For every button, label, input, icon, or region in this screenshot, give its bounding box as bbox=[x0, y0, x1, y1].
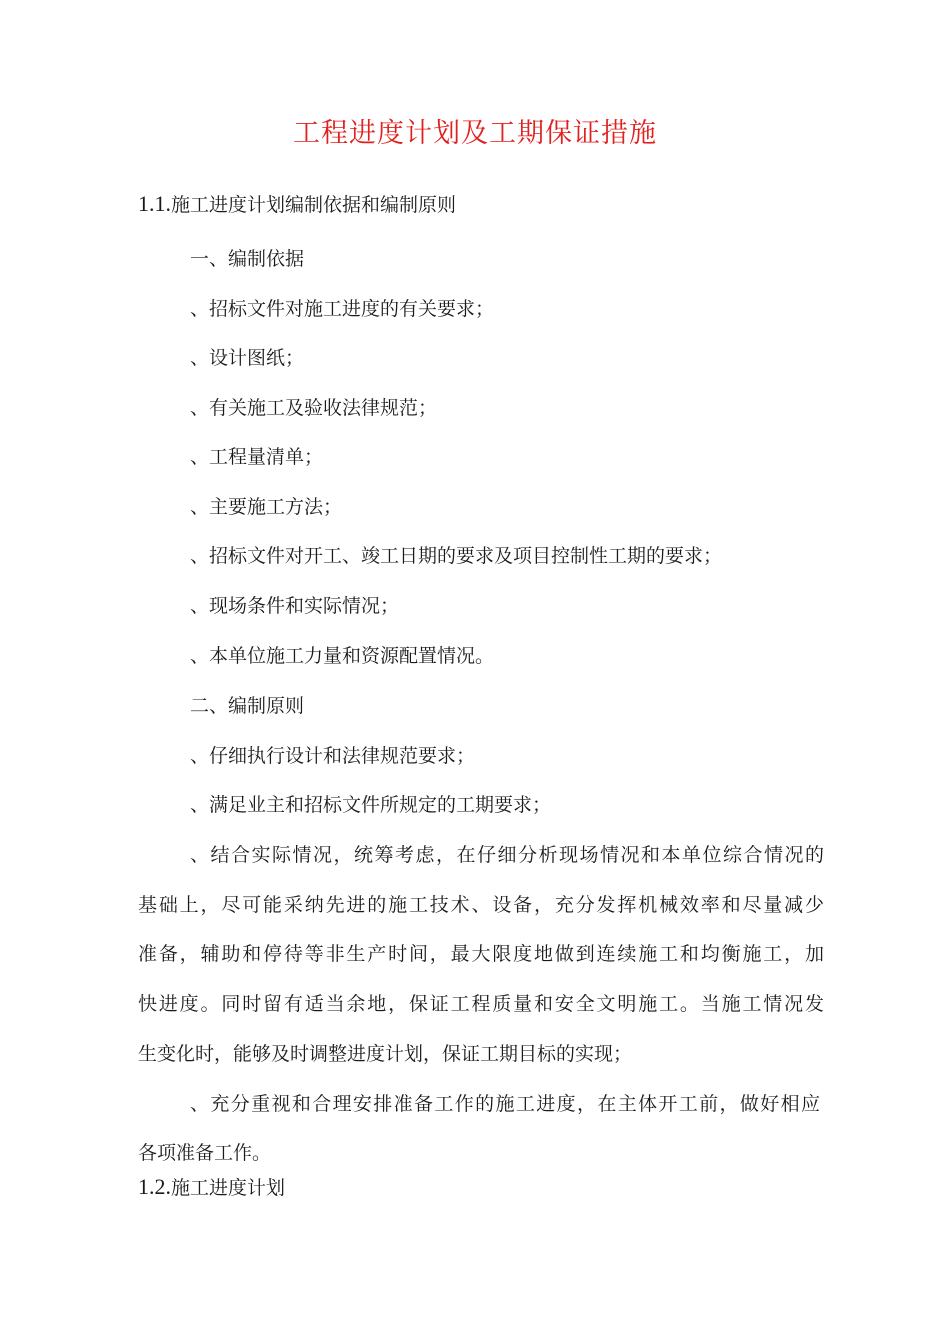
paragraph-line: 生变化时，能够及时调整进度计划，保证工期目标的实现； bbox=[138, 1043, 633, 1065]
basis-item: 、有关施工及验收法律规范； bbox=[190, 397, 438, 419]
paragraph-line: 准备，辅助和停待等非生产时间，最大限度地做到连续施工和均衡施工，加 bbox=[138, 943, 824, 965]
basis-item: 、招标文件对开工、竣工日期的要求及项目控制性工期的要求； bbox=[190, 545, 723, 567]
paragraph-line: 各项准备工作。 bbox=[138, 1142, 272, 1164]
section-title: 施工进度计划 bbox=[171, 1177, 286, 1199]
section-title: 施工进度计划编制依据和编制原则 bbox=[171, 194, 457, 216]
basis-item: 、设计图纸； bbox=[190, 347, 305, 369]
paragraph-line: 快进度。同时留有适当余地，保证工程质量和安全文明施工。当施工情况发 bbox=[138, 993, 824, 1015]
basis-item: 、本单位施工力量和资源配置情况。 bbox=[190, 645, 495, 667]
section-heading-1-2 bbox=[138, 1172, 285, 1203]
paragraph-line: 、充分重视和合理安排准备工作的施工进度，在主体开工前，做好相应 bbox=[190, 1093, 820, 1115]
section-number: 1.2. bbox=[138, 1174, 171, 1199]
principle-item: 、满足业主和招标文件所规定的工期要求； bbox=[190, 794, 552, 816]
document-title: 工程进度计划及工期保证措施 bbox=[293, 118, 657, 149]
paragraph-line: 、结合实际情况，统筹考虑，在仔细分析现场情况和本单位综合情况的 bbox=[190, 844, 824, 866]
basis-item: 、主要施工方法； bbox=[190, 496, 343, 518]
paragraph-line: 基础上，尽可能采纳先进的施工技术、设备，充分发挥机械效率和尽量减少 bbox=[138, 894, 824, 916]
basis-heading: 一、编制依据 bbox=[190, 248, 305, 270]
principle-item: 、仔细执行设计和法律规范要求； bbox=[190, 745, 476, 767]
principles-heading: 二、编制原则 bbox=[190, 695, 305, 717]
section-heading-1-1 bbox=[138, 189, 456, 220]
basis-item: 、工程量清单； bbox=[190, 446, 324, 468]
section-number: 1.1. bbox=[138, 191, 171, 216]
basis-item: 、现场条件和实际情况； bbox=[190, 595, 400, 617]
basis-item: 、招标文件对施工进度的有关要求； bbox=[190, 298, 495, 320]
